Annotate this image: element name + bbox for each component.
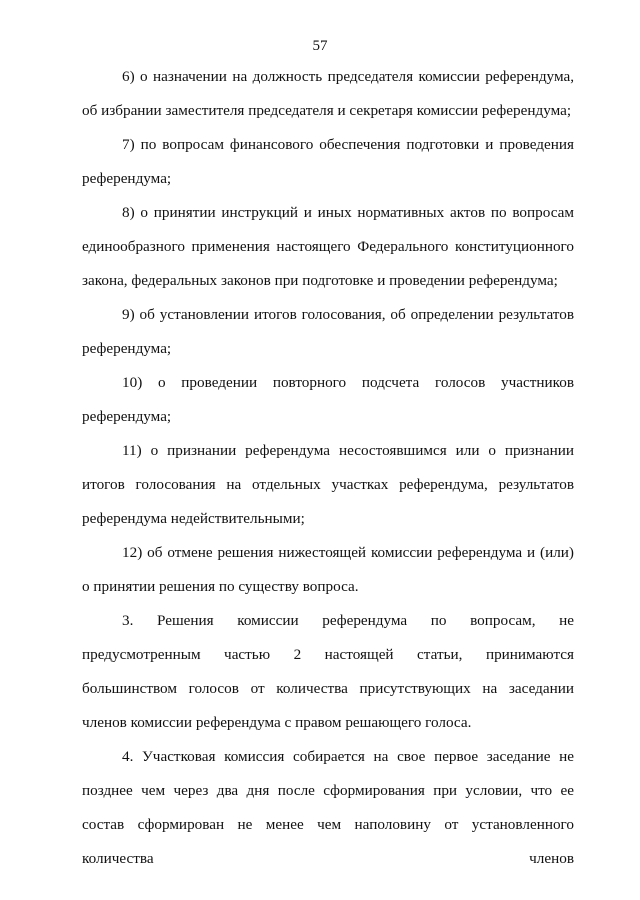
paragraph-item-12: 12) об отмене решения нижестоящей комиссии референдума и (или) о принятии решения по существу вопроса.: [82, 544, 574, 595]
paragraph-item-9: 9) об установлении итогов голосования, об определении результатов референдума;: [82, 306, 574, 357]
paragraph-item-8: 8) о принятии инструкций и иных нормативных актов по вопросам единообразного применения настоящего Федерального конституционного закона, федеральных законов при подготовке и проведении референдума;: [82, 204, 574, 289]
paragraph-section-4: 4. Участковая комиссия собирается на свое первое заседание не позднее чем через два дня после сформирования при условии, что ее состав сформирован не менее чем наполовину от установленного количества членов: [82, 748, 574, 867]
paragraph-section-3: 3. Решения комиссии референдума по вопросам, не предусмотренным частью 2 настоящей статьи, принимаются большинством голосов от количества присутствующих на заседании членов комиссии референдума с правом решающего голоса.: [82, 612, 574, 731]
paragraph-item-11: 11) о признании референдума несостоявшимся или о признании итогов голосования на отдельных участках референдума, результатов референдума недействительными;: [82, 442, 574, 527]
page-number: 57: [312, 38, 328, 54]
paragraph-item-10: 10) о проведении повторного подсчета голосов участников референдума;: [82, 374, 574, 425]
document-body: [82, 60, 574, 876]
paragraph-item-6: 6) о назначении на должность председателя комиссии референдума, об избрании заместителя председателя и секретаря комиссии референдума;: [82, 68, 574, 119]
paragraph-item-7: 7) по вопросам финансового обеспечения подготовки и проведения референдума;: [82, 136, 574, 187]
